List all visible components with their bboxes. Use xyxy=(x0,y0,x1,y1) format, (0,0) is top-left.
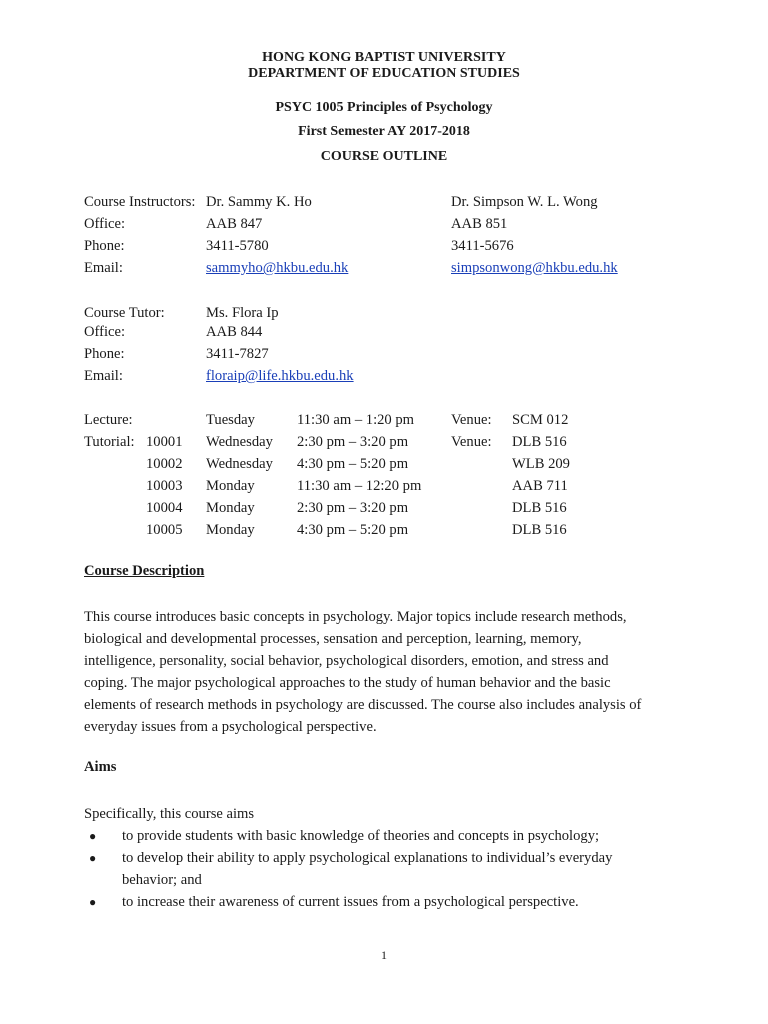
tutorial-row xyxy=(0,497,768,519)
tutor-label: Course Tutor: xyxy=(84,305,165,321)
tutorial-time: 4:30 pm – 5:20 pm xyxy=(297,522,409,538)
tutor-phone-label: Phone: xyxy=(84,346,125,362)
aims-list xyxy=(84,825,684,913)
description-paragraph xyxy=(84,606,684,738)
tutorial-row xyxy=(0,475,768,497)
aims-item-text: to increase their awareness of current issues from a psychological perspective. xyxy=(122,894,579,910)
tutor-phone-row xyxy=(0,343,768,365)
description-line: biological and developmental processes, sensation and perception, learning, memory, xyxy=(84,631,582,647)
tutorial-time: 2:30 pm – 3:20 pm xyxy=(297,434,409,450)
tutorial-row xyxy=(0,453,768,475)
description-line: everyday issues from a psychological perspective. xyxy=(84,719,377,735)
tutor-email-row xyxy=(0,365,768,387)
tutorial-code: 10001 xyxy=(146,434,183,450)
page-number: 1 xyxy=(381,948,387,962)
department-name: DEPARTMENT OF EDUCATION STUDIES xyxy=(248,66,520,81)
tutor-phone: 3411-7827 xyxy=(206,346,269,362)
instructor-name-1: Dr. Sammy K. Ho xyxy=(206,194,312,210)
bullet-icon: ● xyxy=(89,851,97,865)
tutorial-venue: DLB 516 xyxy=(512,434,567,450)
university-name: HONG KONG BAPTIST UNIVERSITY xyxy=(262,50,506,65)
description-line: This course introduces basic concepts in psychology. Major topics include research methods, xyxy=(84,609,627,625)
aims-item xyxy=(84,891,684,913)
office-label: Office: xyxy=(84,216,126,232)
tutorial-row xyxy=(0,431,768,453)
aims-item-text: to provide students with basic knowledge of theories and concepts in psychology; xyxy=(122,828,600,844)
phone-label: Phone: xyxy=(84,238,125,254)
tutor-office-label: Office: xyxy=(84,324,126,340)
tutorial-venue: AAB 711 xyxy=(512,478,568,494)
lecture-time: 11:30 am – 1:20 pm xyxy=(297,412,415,428)
tutorial-time: 2:30 pm – 3:20 pm xyxy=(297,500,409,516)
venue-label: Venue: xyxy=(451,412,492,428)
tutorial-day: Monday xyxy=(206,478,255,494)
tutorial-day: Monday xyxy=(206,522,255,538)
instructor-phone-2: 3411-5676 xyxy=(451,238,514,254)
aims-item-text: to develop their ability to apply psychological explanations to individual’s everyday xyxy=(122,850,613,866)
instructor-email-row xyxy=(0,257,768,279)
tutorial-code: 10004 xyxy=(146,500,183,516)
tutorial-venue: DLB 516 xyxy=(512,500,567,516)
description-heading: Course Description xyxy=(84,563,205,579)
instructor-office-row xyxy=(0,213,768,235)
tutorial-time: 4:30 pm – 5:20 pm xyxy=(297,456,409,472)
tutor-name: Ms. Flora Ip xyxy=(206,305,279,321)
tutorial-day: Wednesday xyxy=(206,434,273,450)
bullet-icon: ● xyxy=(89,829,97,843)
tutorial-time: 11:30 am – 12:20 pm xyxy=(297,478,422,494)
tutorial-venue: DLB 516 xyxy=(512,522,567,538)
aims-item-text: behavior; and xyxy=(122,872,202,888)
instructor-name-2: Dr. Simpson W. L. Wong xyxy=(451,194,598,210)
instructor-phone-1: 3411-5780 xyxy=(206,238,269,254)
tutorial-row xyxy=(0,519,768,541)
tutor-email-label: Email: xyxy=(84,368,123,384)
tutor-email-link[interactable]: floraip@life.hkbu.edu.hk xyxy=(206,368,354,384)
lecture-label: Lecture: xyxy=(84,412,133,428)
course-title: PSYC 1005 Principles of Psychology xyxy=(275,100,493,115)
description-line: elements of research methods in psychology are discussed. The course also includes analysis of xyxy=(84,697,642,713)
venue-label: Venue: xyxy=(451,434,492,450)
tutorial-code: 10005 xyxy=(146,522,183,538)
tutorial-day: Wednesday xyxy=(206,456,273,472)
tutor-office-row xyxy=(0,321,768,343)
tutorial-day: Monday xyxy=(206,500,255,516)
semester: First Semester AY 2017-2018 xyxy=(298,124,470,139)
lecture-venue: SCM 012 xyxy=(512,412,569,428)
instructor-office-1: AAB 847 xyxy=(206,216,263,232)
email-label: Email: xyxy=(84,260,123,276)
instructor-email-link-1[interactable]: sammyho@hkbu.edu.hk xyxy=(206,260,349,276)
instructor-name-row xyxy=(0,191,768,213)
document-title: COURSE OUTLINE xyxy=(320,149,448,164)
instructor-email-link-2[interactable]: simpsonwong@hkbu.edu.hk xyxy=(451,260,618,276)
aims-item xyxy=(84,847,684,891)
instructor-phone-row xyxy=(0,235,768,257)
aims-item xyxy=(84,825,684,847)
lecture-row xyxy=(0,409,768,431)
tutorial-code: 10002 xyxy=(146,456,183,472)
description-line: coping. The major psychological approaches to the study of human behavior and the basic xyxy=(84,675,611,691)
aims-heading: Aims xyxy=(84,759,117,775)
instructor-office-2: AAB 851 xyxy=(451,216,508,232)
bullet-icon: ● xyxy=(89,895,97,909)
lecture-day: Tuesday xyxy=(206,412,255,428)
description-line: intelligence, personality, social behavior, psychological disorders, emotion, and stress and xyxy=(84,653,609,669)
aims-intro: Specifically, this course aims xyxy=(84,806,255,822)
tutorial-label: Tutorial: xyxy=(84,434,135,450)
tutor-office: AAB 844 xyxy=(206,324,263,340)
instructors-label: Course Instructors: xyxy=(84,194,196,210)
tutorial-venue: WLB 209 xyxy=(512,456,570,472)
tutorial-code: 10003 xyxy=(146,478,183,494)
